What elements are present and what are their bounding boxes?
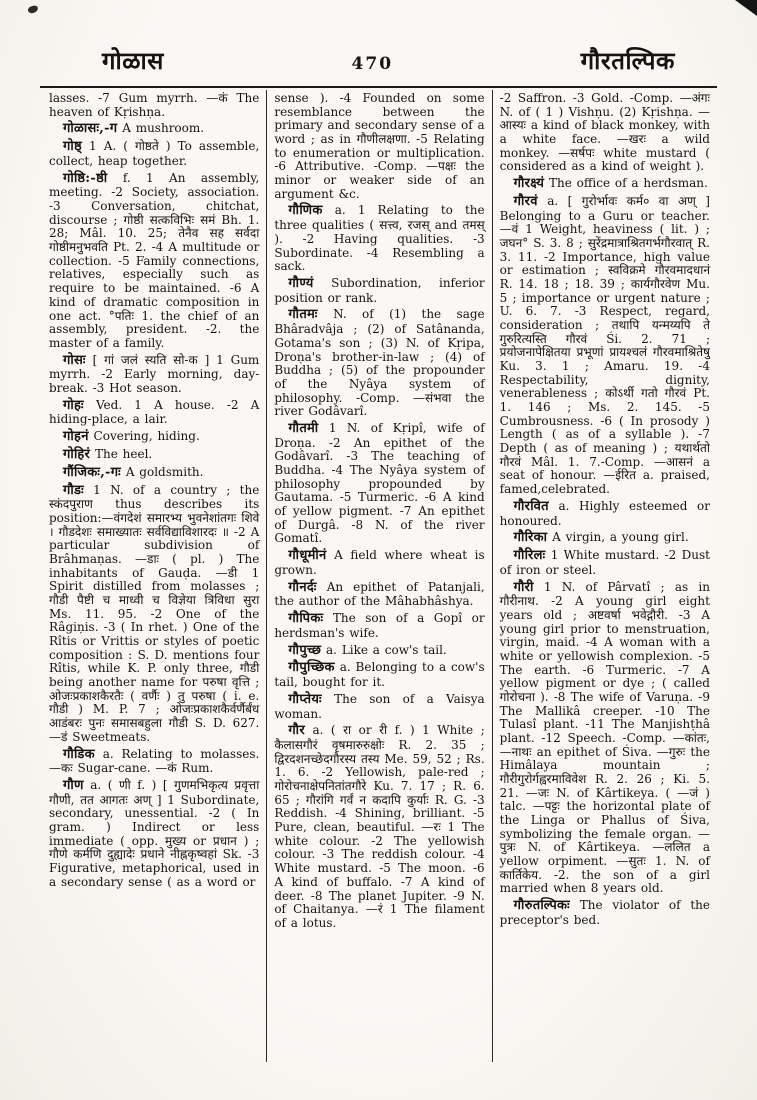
entry-headword: गौनर्दः <box>288 579 317 595</box>
entry-headword: गोहः <box>63 397 84 413</box>
dictionary-entry <box>274 693 484 721</box>
entry-headword: गौडिक <box>63 746 95 762</box>
entry-headword: गौरी <box>513 579 534 595</box>
dictionary-entry <box>500 549 710 577</box>
entry-body: 1 White mustard. -2 Dust of iron or steel. <box>499 548 710 577</box>
dictionary-entry <box>274 549 484 577</box>
dictionary-entry <box>274 92 484 201</box>
dictionary-entry <box>500 177 710 192</box>
entry-body: The son of a Vaisya woman. <box>274 691 485 721</box>
dictionary-entry <box>274 612 484 640</box>
dictionary-entry <box>49 466 259 481</box>
dictionary-entry <box>500 195 710 497</box>
entry-body: A field where wheat is grown. <box>274 548 485 577</box>
entry-body: A mushroom. <box>122 121 205 136</box>
entry-headword: गोहनं <box>63 429 89 445</box>
entry-body: A virgin, a young girl. <box>552 530 689 545</box>
dictionary-column-3 <box>493 90 717 1062</box>
entry-body: The son of a Gopî or herdsman's wife. <box>274 611 485 640</box>
dictionary-entry <box>274 724 484 930</box>
dictionary-entry <box>49 122 259 137</box>
dictionary-column-2 <box>266 90 492 1062</box>
entry-headword: गौपुच्छिक <box>288 660 335 676</box>
entry-body: The heel. <box>95 446 153 461</box>
page-number: 470 <box>351 54 394 74</box>
entry-headword: गौरिका <box>513 530 548 546</box>
dictionary-entry <box>500 581 710 897</box>
entry-body: a. [ गुरोर्भावः कर्म० वा अण् ] Belonging to a Guru or teacher. —वं 1 Weight, heaviness ( lit. ) ; जघन° S. 3. 8 ; सुरेंद्रमात्राश्रितगर्भगौरवात् R. 3. 11. -2 Importance, high value or estimation ; स्वविक्रमे गौरवमादधानं R. 14. 18 ; 18. 39 ; कार्यगौरवेण Mu. 5 ; importance or urgent nature ; U. 6. 7. -3 Respect, regard, consideration ; तथापि यन्मय्यपि ते गुरुरित्यस्ति गौरवं Śi. 2. 71 ; प्रयोजनापेक्षितया प्रभूणां प्रायश्चलं गौरवमाश्रितेषु Ku. 3. 1 ; Amaru. 19. -4 Respectability, dignity, venerableness ; कोऽर्थी गतो गौरवं Pt. 1. 146 ; Ms. 2. 145. -5 Cumbrousness. -6 ( In prosody ) Length ( as of a syllable ). -7 Depth ( as of meaning ) ; यथार्थतो गौरवं Mâl. 1. 7.-Comp. —आसनं a seat of honour. —ईरित a. praised, famed,celebrated. <box>499 193 710 497</box>
entry-body: The violator of the preceptor's bed. <box>499 898 710 927</box>
text-columns <box>42 90 717 1062</box>
entry-body: sense ). -4 Founded on some resemblance between the primary and secondary sense of a word ; as in गौणीलक्षणा. -5 Relating to enumeration or multiplication. -6 Attributive. -Comp. —पक्षः the minor or weaker side of an argument &c. <box>274 91 485 201</box>
dictionary-entry <box>274 644 484 659</box>
entry-body: 1 N. of Kṛipî, wife of Droṇa. -2 An epithet of the Godâvarî. -3 The teaching of Buddha. -4 The Nyâya system of philosophy propounded by Gautama. -5 Turmeric. -6 A kind of yellow pigment. -7 An epithet of Durgâ. -8 N. of the river Gomatî. <box>274 420 485 546</box>
entry-body: a. Relating to molasses. —कः Sugar-cane. —कं Rum. <box>49 746 260 776</box>
entry-headword: गोहिरं <box>63 446 91 462</box>
dictionary-entry <box>500 531 710 546</box>
entry-headword: गौण्यं <box>288 275 314 291</box>
entry-headword: गौरिलः <box>513 548 546 564</box>
entry-headword: गौपुच्छ <box>288 642 322 658</box>
dictionary-entry <box>49 779 259 890</box>
dictionary-entry <box>49 484 259 745</box>
entry-headword: गौपिकः <box>288 611 324 627</box>
dictionary-entry <box>49 430 259 445</box>
dictionary-entry <box>274 661 484 689</box>
dictionary-column-1 <box>42 90 266 1062</box>
entry-body: a. Belonging to a cow's tail, bought for it. <box>274 660 485 690</box>
dictionary-entry <box>274 422 484 546</box>
entry-body: Covering, hiding. <box>93 429 200 444</box>
entry-body: 1 A. ( गोष्ठते ) To assemble, collect, heap together. <box>49 139 260 168</box>
page-header <box>42 44 715 84</box>
dictionary-entry <box>49 748 259 776</box>
entry-body: Subordination, inferior position or rank. <box>274 275 485 305</box>
entry-headword: गौण <box>63 777 84 793</box>
entry-body: a. Highly esteemed or honoured. <box>499 498 710 528</box>
entry-body: Ved. 1 A house. -2 A hiding-place, a lair. <box>49 397 260 427</box>
entry-body: a. 1 Relating to the three qualities ( सत्त्व, रजस् and तमस् ). -2 Having qualities. -3 Subordinate. -4 Resembling a sack. <box>274 203 485 274</box>
entry-body: f. 1 An assembly, meeting. -2 Society, association. -3 Conversation, chitchat, discourse ; गोष्ठी सत्कविभिः समं Bh. 1. 28; Mâl. 10. 25; तेनैव सह सर्वदा गोष्ठीमनुभवति Pt. 2. -4 A multitude or collection. -5 Family connections, relatives, especially such as require to be maintained. -6 A kind of dramatic composition in one act. °पतिः 1. the chief of an assembly, president. -2. the master of a family. <box>49 170 260 350</box>
entry-headword: गौरवं <box>513 193 538 209</box>
entry-body: A goldsmith. <box>125 464 204 479</box>
dictionary-entry <box>274 581 484 609</box>
entry-headword: गोळासः,-ग <box>63 121 118 137</box>
dictionary-entry <box>49 172 259 351</box>
entry-headword: गौधूमीनं <box>288 548 327 564</box>
entry-headword: गौप्तेयः <box>288 691 322 707</box>
entry-headword: गौतमी <box>288 420 319 436</box>
scan-speck-artifact <box>27 5 38 14</box>
entry-headword: गौर <box>288 723 305 739</box>
dictionary-entry <box>500 899 710 927</box>
entry-headword: गोसः <box>63 352 86 368</box>
entry-body: a. ( रा or री f. ) 1 White ; कैलासगौरं वृषमारुरुक्षोः R. 2. 35 ; द्विरदशनच्छेदगौरस्य तस्य Me. 59, 52 ; Rs. 1. 6. -2 Yellowish, pale-red ; गोरोचनाक्षेपनितांतगौरे Ku. 7. 17 ; R. 6. 65 ; गौरांगि गर्वं न कदापि कुर्याः R. G. -3 Reddish. -4 Shining, brilliant. -5 Pure, clean, beautiful. —रः 1 The white colour. -2 The yellowish colour. -3 The reddish colour. -4 White mustard. -5 The moon. -6 A kind of buffalo. -7 A kind of deer. -8 The planet Jupiter. -9 N. of Chaitanya. —रं 1 The filament of a lotus. <box>274 723 485 930</box>
entry-headword: गौणिक <box>288 203 323 219</box>
dictionary-entry <box>49 448 259 463</box>
dictionary-entry <box>49 140 259 168</box>
entry-headword: गौतमः <box>288 307 318 323</box>
entry-body: 1 N. of Pârvatî ; as in गौरीनाथ. -2 A young girl eight years old ; अष्टवर्षा भवेद्गौरी. -3 A young girl prior to menstruation, virgin, maid. -4 A woman with a white or yellowish complexion. -5 The earth. -6 Turmeric. -7 A yellow pigment or dye ; ( called गोरोचना ). -8 The wife of Varuṇa. -9 The Mallikâ creeper. -10 The Tulasî plant. -11 The Manjishṭhâ plant. -12 Speech. -Comp. —कांतः, —नाथः an epithet of Śiva. —गुरुः the Himâlaya mountain ; गौरीगुरोर्गह्वरमाविवेश R. 2. 26 ; Ki. 5. 21. —जः N. of Kârtikeya. ( —जं ) talc. —पट्टः the horizontal plate of the Linga or Phallus of Śiva, symbolizing the female organ. —पुत्रः N. of Kârtikeya. —ललित a yellow orpiment. —सुतः 1. N. of कार्तिकेय. -2. the son of a girl married when 8 years old. <box>499 579 710 896</box>
entry-headword: गोष्ठ् <box>63 139 82 155</box>
dictionary-entry <box>500 500 710 528</box>
entry-body: a. ( णी f. ) [ गुणमभिकृत्य प्रवृत्ता गौणी, तत आगतः अण् ] 1 Subordinate, secondary, unessential. -2 ( In gram. ) Indirect or less immediate ( opp. मुख्य or प्रधान ) ; गौणे कर्मणि दुह्यादेः प्रधाने नीह्नकृष्वहां Sk. -3 Figurative, metaphorical, used in a secondary sense ( as a word or <box>49 777 260 889</box>
entry-body: [ गां जलं स्यति सो-क ] 1 Gum myrrh. -2 Early morning, day-break. -3 Hot season. <box>49 352 260 395</box>
entry-headword: गौडः <box>63 482 84 498</box>
dictionary-entry <box>274 308 484 419</box>
entry-body: 1 N. of a country ; the स्कंदपुराण thus describes its position:—वंगदेशं समारभ्य भुवनेशांतगः शिवे । गौडदेशः समाख्यातः सर्वविद्याविशारदः ॥ -2 A particular subdivision of Brâhmaṇas. —डाः ( pl. ) The inhabitants of Gauḍa. —डी 1 Spirit distilled from molasses ; गौडी पैष्टी च माध्वी च विज्ञेया त्रिविधा सुरा Ms. 11. 95. -2 One of the Râgiṇis. -3 ( In rhet. ) One of the Rîtis or Vrittis or styles of poetic composition : S. D. mentions four Rîtis, while K. P. only three, गौडी being another name for परुषा वृत्ति ; ओजःप्रकाशकैरतैः ( वर्णैः ) तु परुषा ( i. e. गौडी ) M. P. 7 ; ओजःप्रकाशकैर्वर्णैर्बंध आडंबरः पुनः समासबहुला गौडी S. D. 627. —डं Sweetmeats. <box>49 482 260 744</box>
entry-body: lasses. -7 Gum myrrh. —कं The heaven of Kṛishṇa. <box>49 91 260 119</box>
entry-headword: गौरवित <box>513 498 549 514</box>
entry-body: a. Like a cow's tail. <box>326 642 447 657</box>
header-left-guideword: गोळास <box>102 46 164 75</box>
entry-headword: गौंजिकः,-गः <box>63 464 121 480</box>
entry-body: An epithet of Patanjali, the author of the Mâhabhâshya. <box>274 579 485 609</box>
header-right-guideword: गौरतल्पिक <box>580 46 675 75</box>
scan-corner-artifact <box>735 0 757 16</box>
entry-body: -2 Saffron. -3 Gold. -Comp. —अंगः N. of ( 1 ) Vishṇu. (2) Kṛishṇa. —आस्यः a kind of black monkey, with a white face. —खरः a wild monkey. —सर्षपः white mustard ( considered as a kind of weight ). <box>499 91 710 174</box>
entry-body: N. of (1) the sage Bhâradvâja ; (2) of Satânanda, Gotama's son ; (3) N. of Kṛipa, Droṇa's brother-in-law ; (4) of Buddha ; (5) of the propounder of the Nyâya system of philosophy. -Comp. —संभवा the river Godâvarî. <box>274 307 485 419</box>
entry-headword: गौरक्ष्यं <box>513 176 545 192</box>
dictionary-entry <box>274 204 484 274</box>
entry-headword: गौरुतल्पिकः <box>513 898 570 914</box>
entry-body: The office of a herdsman. <box>549 176 708 191</box>
dictionary-entry <box>49 354 259 396</box>
dictionary-entry <box>274 277 484 305</box>
dictionary-entry <box>49 92 259 119</box>
dictionary-entry <box>49 399 259 427</box>
entry-headword: गोष्ठि:-ष्ठी <box>63 170 108 186</box>
header-rule <box>40 86 717 88</box>
dictionary-entry <box>500 92 710 174</box>
